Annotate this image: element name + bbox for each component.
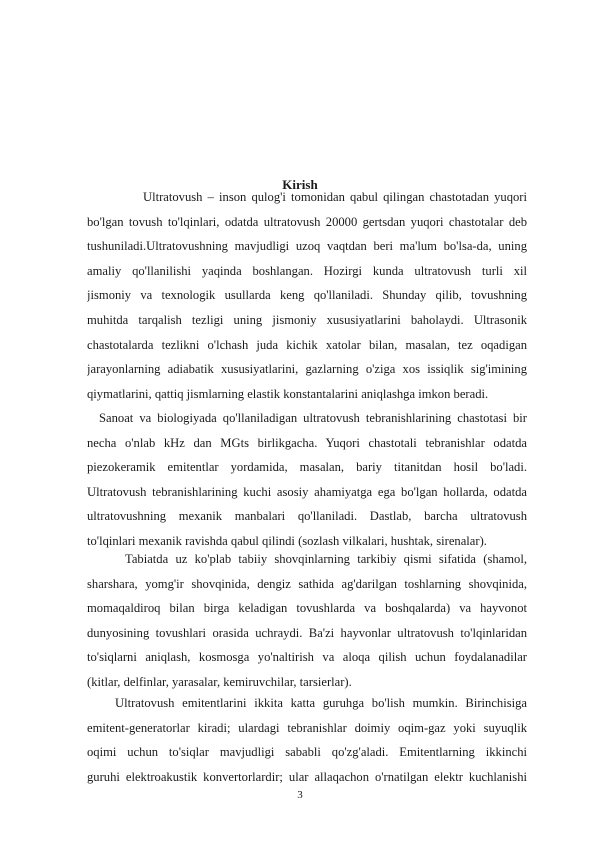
text-line: Ultratovush emitentlarini ikkita katta guruhga bo'lish mumkin. Birinchisiga — [115, 696, 527, 710]
text-line: ultratovushning mexanik manbalari qo'llaniladi. Dastlab, barcha ultratovush — [87, 509, 527, 524]
text-line: momaqaldiroq bilan birga keladigan tovushlarda va boshqalarda) va hayvonot — [87, 601, 527, 616]
text-line: Ultratovush – inson qulog'i tomonidan qabul qilingan chastotadan yuqori — [143, 190, 527, 204]
paragraph-industry-biology — [87, 406, 527, 554]
text-line: Tabiatda uz ko'plab tabiiy shovqinlarning tarkibiy qismi sifatida (shamol, — [125, 552, 527, 566]
text-line: to'siqlarni aniqlash, kosmosga yo'naltirish va aloqa qilish uchun foydalanadilar — [87, 650, 527, 665]
text-line: guruhi elektroakustik konvertorlardir; ular allaqachon o'rnatilgan elektr kuchlanishi — [87, 769, 527, 784]
text-line: jismoniy va texnologik usullarda keng qo'llaniladi. Shunday qilib, tovushning — [87, 288, 527, 303]
text-line: muhitda tarqalish tezligi uning jismoniy xususiyatlarini baholaydi. Ultrasonik — [87, 312, 527, 327]
text-line: Sanoat va biologiyada qo'llaniladigan ultratovush tebranishlarining chastotasi bir — [99, 411, 527, 425]
text-line: Ultratovush tebranishlarining kuchi asosiy ahamiyatga ega bo'lgan hollarda, odatda — [87, 484, 527, 499]
text-line: amaliy qo'llanilishi yaqinda boshlangan. Hozirgi kunda ultratovush turli xil — [87, 263, 527, 278]
text-line: tushuniladi.Ultratovushning mavjudligi uzoq vaqtdan beri ma'lum bo'lsa-da, uning — [87, 239, 527, 254]
paragraph-emitters — [87, 691, 527, 789]
paragraph-introduction-ultrasound — [87, 185, 527, 406]
text-line: jarayonlarning adiabatik xususiyatlarini, gazlarning o'ziga xos issiqlik sig'imining — [87, 362, 527, 377]
page-number: 3 — [297, 789, 303, 801]
paragraph-nature — [87, 547, 527, 695]
text-line: piezokeramik emitentlar yordamida, masalan, bariy titanitdan hosil bo'ladi. — [87, 460, 527, 475]
text-line: sharshara, yomg'ir shovqinida, dengiz sathida ag'darilgan toshlarning shovqinida, — [87, 576, 527, 591]
text-line: dunyosining tovushlari orasida uchraydi. Ba'zi hayvonlar ultratovush to'lqinlaridan — [87, 625, 527, 640]
text-line: to'lqinlari mexanik ravishda qabul qilindi (sozlash vilkalari, hushtak, sirenalar). — [87, 533, 487, 548]
page-title: Kirish — [282, 177, 318, 192]
text-line: chastotalarda tezlikni o'lchash juda kichik xatolar bilan, masalan, tez oqadigan — [87, 337, 527, 352]
text-line: qiymatlarini, qattiq jismlarning elastik konstantalarini aniqlashga imkon beradi. — [87, 386, 489, 401]
text-line: necha o'nlab kHz dan MGts birlikgacha. Yuqori chastotali tebranishlar odatda — [87, 435, 527, 450]
text-line: bo'lgan tovush to'lqinlari, odatda ultratovush 20000 gertsdan yuqori chastotalar deb — [87, 214, 527, 229]
text-line: oqimi uchun to'siqlar mavjudligi sababli qo'zg'aladi. Emitentlarning ikkinchi — [87, 745, 527, 760]
text-line: (kitlar, delfinlar, yarasalar, kemiruvchilar, tarsierlar). — [87, 674, 352, 689]
text-line: emitent-generatorlar kiradi; ulardagi tebranishlar doimiy oqim-gaz yoki suyuqlik — [87, 720, 527, 735]
